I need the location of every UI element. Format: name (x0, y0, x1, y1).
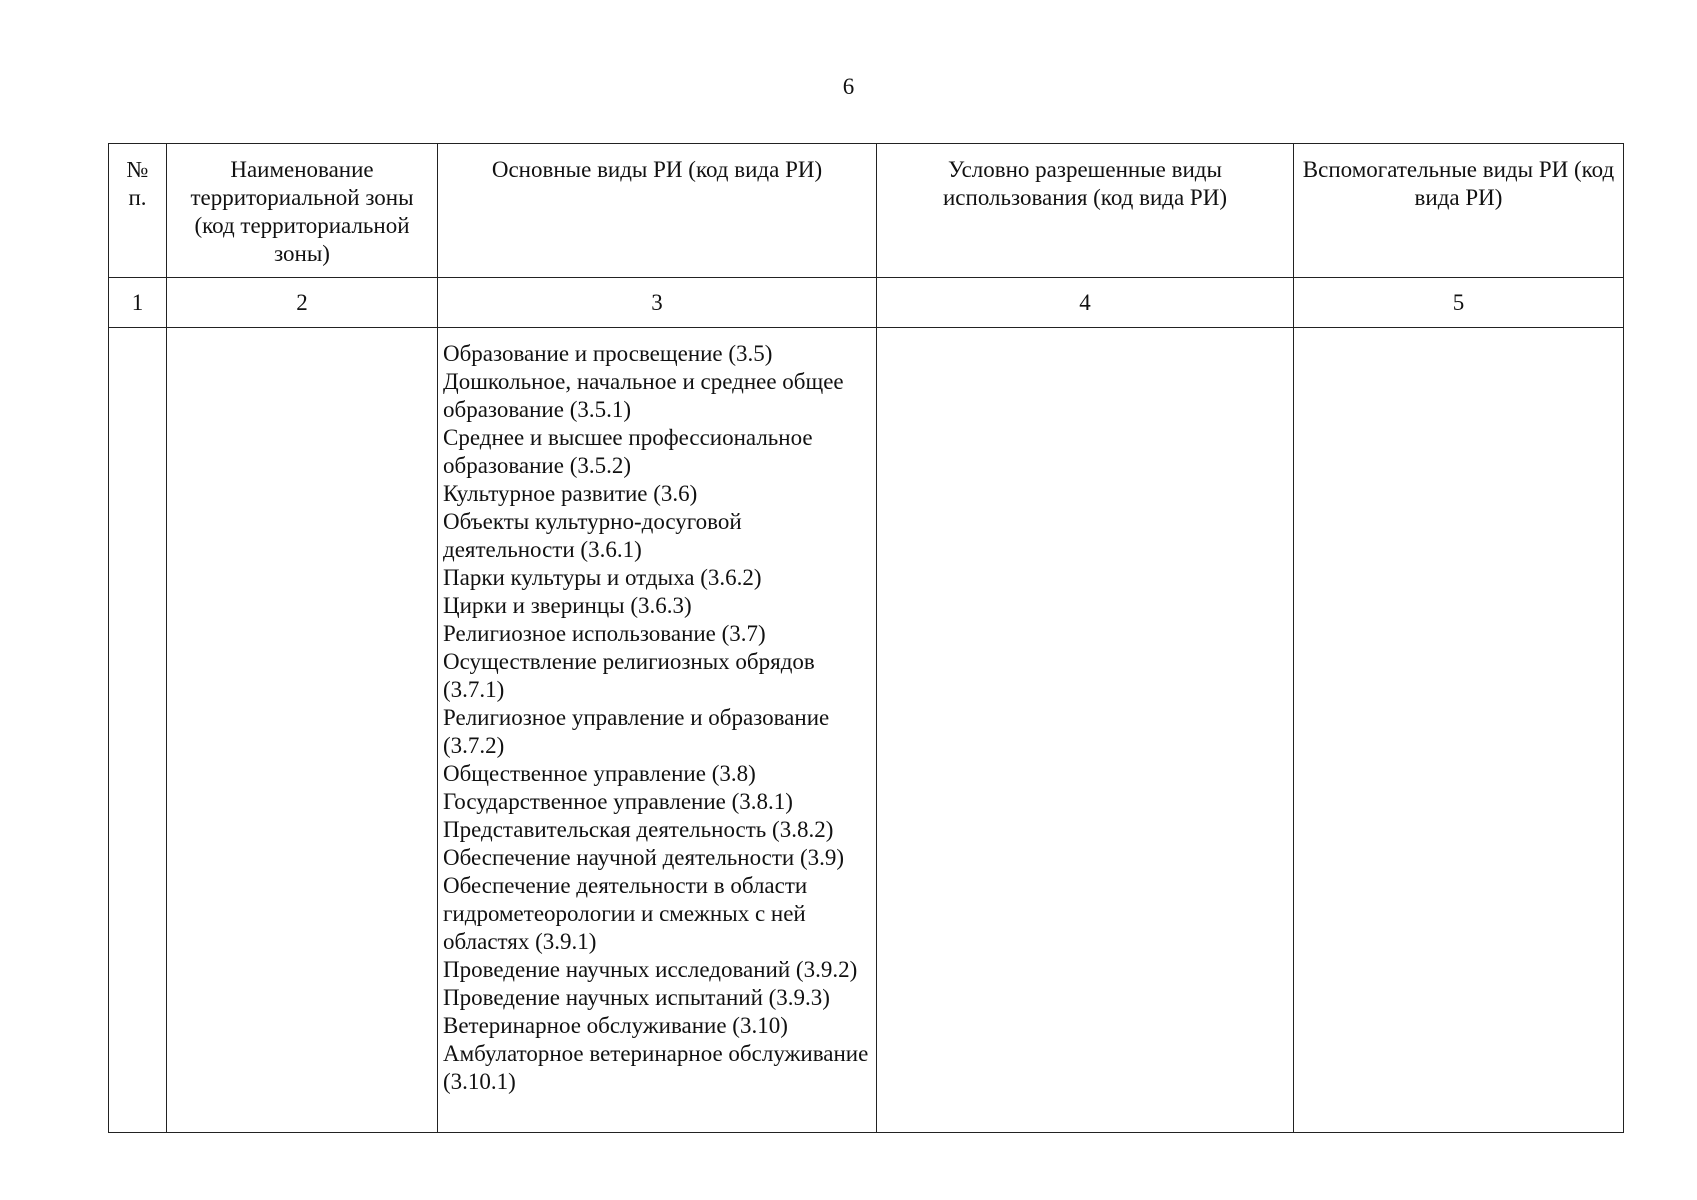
header-item-number (109, 144, 167, 278)
list-item: Представительская деятельность (3.8.2) (443, 817, 834, 842)
zone-name-cell (167, 328, 438, 1133)
column-number-2: 2 (167, 278, 438, 328)
column-number-4: 4 (877, 278, 1294, 328)
page-number: 6 (842, 74, 855, 99)
column-number-1: 1 (109, 278, 167, 328)
header-zone-name (167, 144, 438, 278)
table-header-row (109, 144, 1624, 278)
column-number-row (109, 278, 1624, 328)
list-item: Цирки и зверинцы (3.6.3) (443, 593, 692, 618)
list-item: Амбулаторное ветеринарное обслуживание (3.10.1) (443, 1041, 869, 1094)
list-item: Среднее и высшее профессиональное образование (3.5.2) (443, 425, 813, 478)
list-item: Обеспечение деятельности в области гидрометеорологии и смежных с ней областях (3.9.1) (443, 873, 808, 954)
row-number-cell (109, 328, 167, 1133)
list-item: Осуществление религиозных обрядов (3.7.1) (443, 649, 815, 702)
main-uses-list (438, 328, 876, 1102)
list-item: Обеспечение научной деятельности (3.9) (443, 845, 845, 870)
conditional-uses-cell (877, 328, 1294, 1133)
column-number-3: 3 (438, 278, 877, 328)
list-item: Проведение научных исследований (3.9.2) (443, 957, 858, 982)
header-auxiliary-uses-label: Вспомогательные виды РИ (код вида РИ) (1302, 157, 1615, 210)
auxiliary-uses-cell (1294, 328, 1624, 1133)
list-item: Проведение научных испытаний (3.9.3) (443, 985, 830, 1010)
land-use-table (108, 143, 1624, 1133)
list-item: Государственное управление (3.8.1) (443, 789, 793, 814)
list-item: Парки культуры и отдыха (3.6.2) (443, 565, 762, 590)
list-item: Объекты культурно-досуговой деятельности (3.6.1) (443, 509, 742, 562)
list-item: Дошкольное, начальное и среднее общее образование (3.5.1) (443, 369, 844, 422)
column-number-5: 5 (1294, 278, 1624, 328)
list-item: Ветеринарное обслуживание (3.10) (443, 1013, 788, 1038)
list-item: Образование и просвещение (3.5) (443, 341, 773, 366)
list-item: Культурное развитие (3.6) (443, 481, 698, 506)
header-conditional-uses (877, 144, 1294, 278)
header-main-uses (438, 144, 877, 278)
list-item: Общественное управление (3.8) (443, 761, 756, 786)
header-main-uses-label: Основные виды РИ (код вида РИ) (491, 157, 823, 182)
main-uses-cell (438, 328, 877, 1133)
header-zone-name-label: Наименование территориальной зоны (код территориальной зоны) (190, 157, 414, 266)
header-item-number-label: № п. (126, 157, 149, 210)
header-conditional-uses-label: Условно разрешенные виды использования (код вида РИ) (943, 157, 1227, 210)
list-item: Религиозное управление и образование (3.7.2) (443, 705, 830, 758)
header-auxiliary-uses (1294, 144, 1624, 278)
list-item: Религиозное использование (3.7) (443, 621, 766, 646)
table-row (109, 328, 1624, 1133)
